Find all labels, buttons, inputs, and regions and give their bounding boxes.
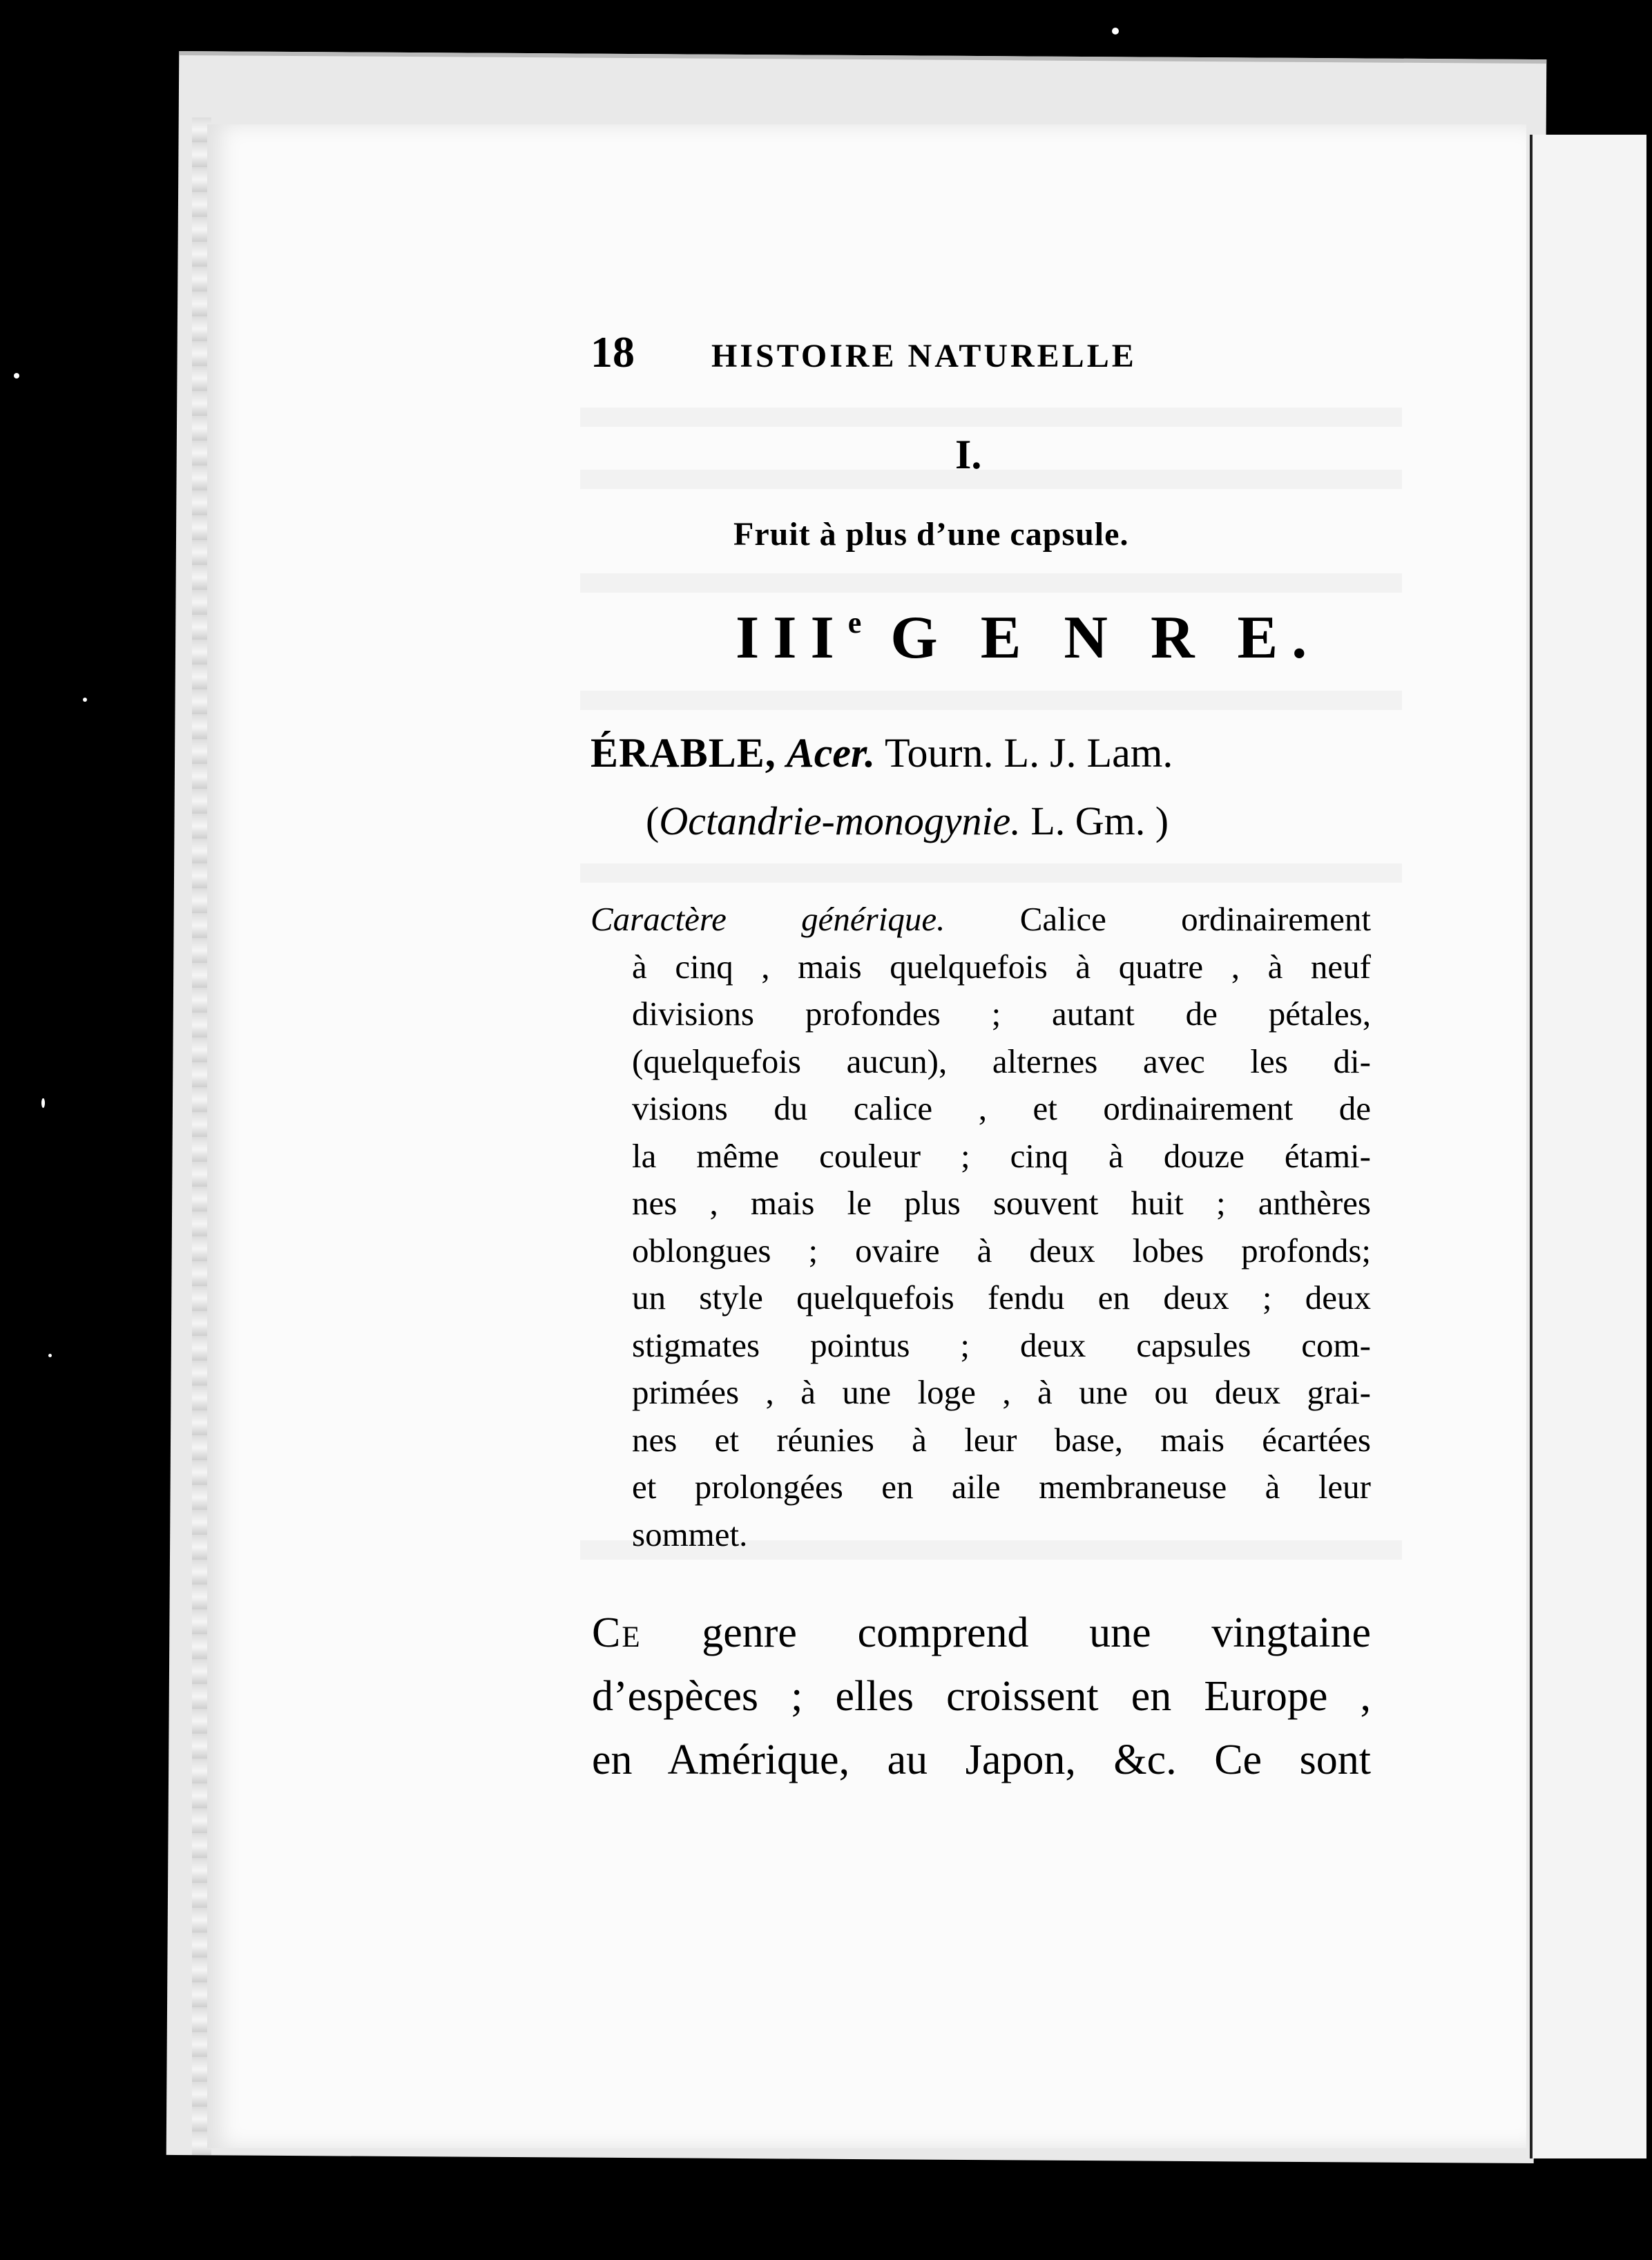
paragraph-line: divisions profondes ; autant de pétales, [632, 995, 1371, 1033]
character-first-line: Calice ordinairement [1019, 900, 1371, 938]
bleed-through [580, 691, 1402, 710]
scan-speck [83, 698, 87, 702]
genus-authors: Tourn. L. J. Lam. [885, 730, 1173, 776]
scan-speck [41, 1098, 45, 1108]
class-authors: L. Gm. ) [1030, 798, 1169, 843]
paragraph-line: oblongues ; ovaire à deux lobes profonds; [632, 1231, 1371, 1270]
section-title: Fruit à plus d’une capsule. [733, 516, 1129, 553]
paragraph-line: stigmates pointus ; deux capsules com- [632, 1325, 1371, 1364]
paragraph-line: nes , mais le plus souvent huit ; anthères [632, 1184, 1371, 1222]
facing-page-edge [1530, 135, 1646, 2158]
paragraph-line: et prolongées en aile membraneuse à leur [632, 1468, 1371, 1506]
generic-character-paragraph [590, 896, 1371, 1558]
class-latin: Octandrie-monogynie. [659, 798, 1021, 843]
paragraph-line: primées , à une loge , à une ou deux grai- [632, 1373, 1371, 1411]
body-first-line: genre comprend une vingtaine [702, 1609, 1372, 1656]
character-label: Caractère générique. [590, 900, 945, 938]
paragraph-line: (quelquefois aucun), alternes avec les di- [632, 1042, 1371, 1080]
paragraph-line: visions du calice , et ordinairement de [632, 1089, 1371, 1127]
paragraph-line: nes et réunies à leur base, mais écartées [632, 1420, 1371, 1459]
body-line [592, 1601, 1371, 1665]
bleed-through [580, 863, 1402, 883]
bleed-through [580, 408, 1402, 427]
section-number: I. [955, 432, 982, 477]
genus-latin: Acer. [786, 730, 876, 776]
scan-speck [14, 373, 19, 379]
body-line: d’espèces ; elles croissent en Europe , [592, 1673, 1371, 1720]
scan-speck [1112, 28, 1119, 35]
genus-heading [590, 732, 1173, 774]
paragraph-line: sommet. [632, 1515, 748, 1553]
paragraph-line [590, 896, 1371, 944]
paragraph-line: la même couleur ; cinq à douze étami- [632, 1136, 1371, 1175]
classification-line [646, 798, 1169, 843]
genre-word: G E N R E. [890, 604, 1321, 671]
bleed-through [580, 573, 1402, 593]
running-head: HISTOIRE NATURELLE [711, 338, 1137, 374]
scan-speck [48, 1354, 52, 1357]
body-first-word: Ce [592, 1609, 642, 1656]
bleed-through [580, 470, 1402, 489]
genus-name: ÉRABLE, [590, 730, 776, 776]
body-paragraph [592, 1601, 1371, 1792]
paragraph-line: à cinq , mais quelquefois à quatre , à neuf [632, 947, 1371, 986]
genre-heading [736, 604, 1321, 671]
body-line: en Amérique, au Japon, &c. Ce sont [592, 1736, 1371, 1783]
page-header [590, 327, 1226, 379]
page-number: 18 [590, 327, 635, 376]
class-open-paren: ( [646, 798, 660, 843]
paragraph-line: un style quelquefois fendu en deux ; deux [632, 1279, 1371, 1316]
genre-roman: III [736, 604, 848, 671]
genre-superscript: e [847, 606, 862, 640]
